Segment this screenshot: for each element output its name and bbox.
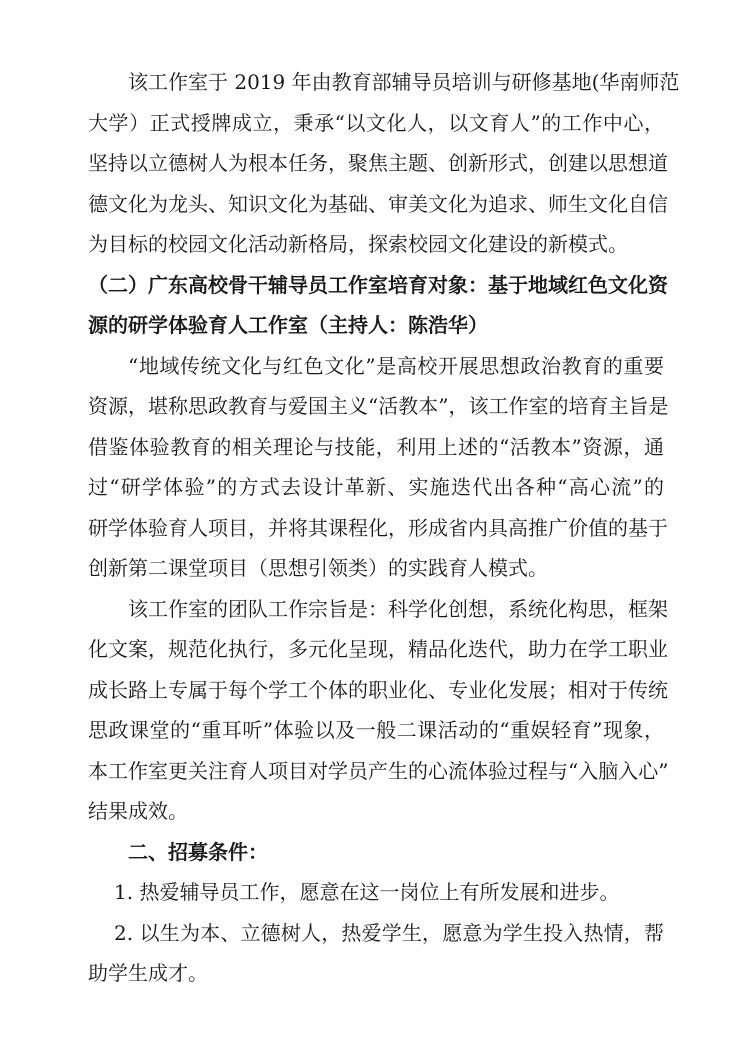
- list-item: 2. 以生为本、立德树人，热爱学生，愿意为学生投入热情，帮: [114, 920, 664, 945]
- section-title-recruitment-conditions: 二、招募条件：: [128, 839, 268, 864]
- text-line: 该工作室的团队工作宗旨是：科学化创想，系统化构思，框架: [128, 596, 668, 621]
- conditions-list: [88, 872, 664, 994]
- text-line: 为目标的校园文化活动新格局，探索校园文化建设的新模式。: [88, 232, 628, 256]
- text-line: 结果成效。: [88, 799, 188, 823]
- paragraph-team-mission: [88, 589, 669, 832]
- text-line: 研学体验育人项目，并将其课程化，形成省内具高推广价值的基于: [88, 515, 668, 540]
- text-line: 该工作室于 2019 年由教育部辅导员培训与研修基地(华南师范: [128, 70, 680, 94]
- text-line: 化文案，规范化执行，多元化呈现，精品化迭代，助力在学工职业: [88, 637, 668, 661]
- text-line: 德文化为龙头、知识文化为基础、审美文化为追求、师生文化自信: [88, 191, 668, 216]
- text-line: 借鉴体验教育的相关理论与技能，利用上述的“活教本”资源，通: [88, 434, 664, 459]
- text-line: 本工作室更关注育人项目对学员产生的心流体验过程与“入脑入心”: [88, 758, 669, 783]
- text-line: “地域传统文化与红色文化”是高校开展思想政治教育的重要: [128, 353, 664, 378]
- paragraph-red-culture: [88, 346, 669, 589]
- text-line: 大学）正式授牌成立，秉承“以文化人，以文育人”的工作中心，: [88, 110, 664, 135]
- text-line: 过“研学体验”的方式去设计革新、实施迭代出各种“高心流”的: [88, 475, 664, 499]
- text-line: 坚持以立德树人为根本任务，聚焦主题、创新形式，创建以思想道: [88, 151, 668, 175]
- list-item: 1. 热爱辅导员工作，愿意在这一岗位上有所发展和进步。: [114, 880, 620, 904]
- text-line: 创新第二课堂项目（思想引领类）的实践育人模式。: [88, 556, 548, 580]
- text-line: 资源，堪称思政教育与爱国主义“活教本”，该工作室的培育主旨是: [88, 394, 669, 418]
- list-item-continuation: 助学生成才。: [88, 961, 208, 985]
- heading-line: 源的研学体验育人工作室（主持人：陈浩华）: [88, 313, 488, 337]
- text-line: 思政课堂的“重耳听”体验以及一般二课活动的“重娱轻育”现象，: [88, 718, 664, 742]
- section-heading-cultivation-target: [88, 265, 668, 346]
- text-line: 成长路上专属于每个学工个体的职业化、专业化发展；相对于传统: [88, 677, 668, 702]
- paragraph-studio-intro: [88, 62, 680, 265]
- heading-line: （二）广东高校骨干辅导员工作室培育对象：基于地域红色文化资: [88, 272, 668, 297]
